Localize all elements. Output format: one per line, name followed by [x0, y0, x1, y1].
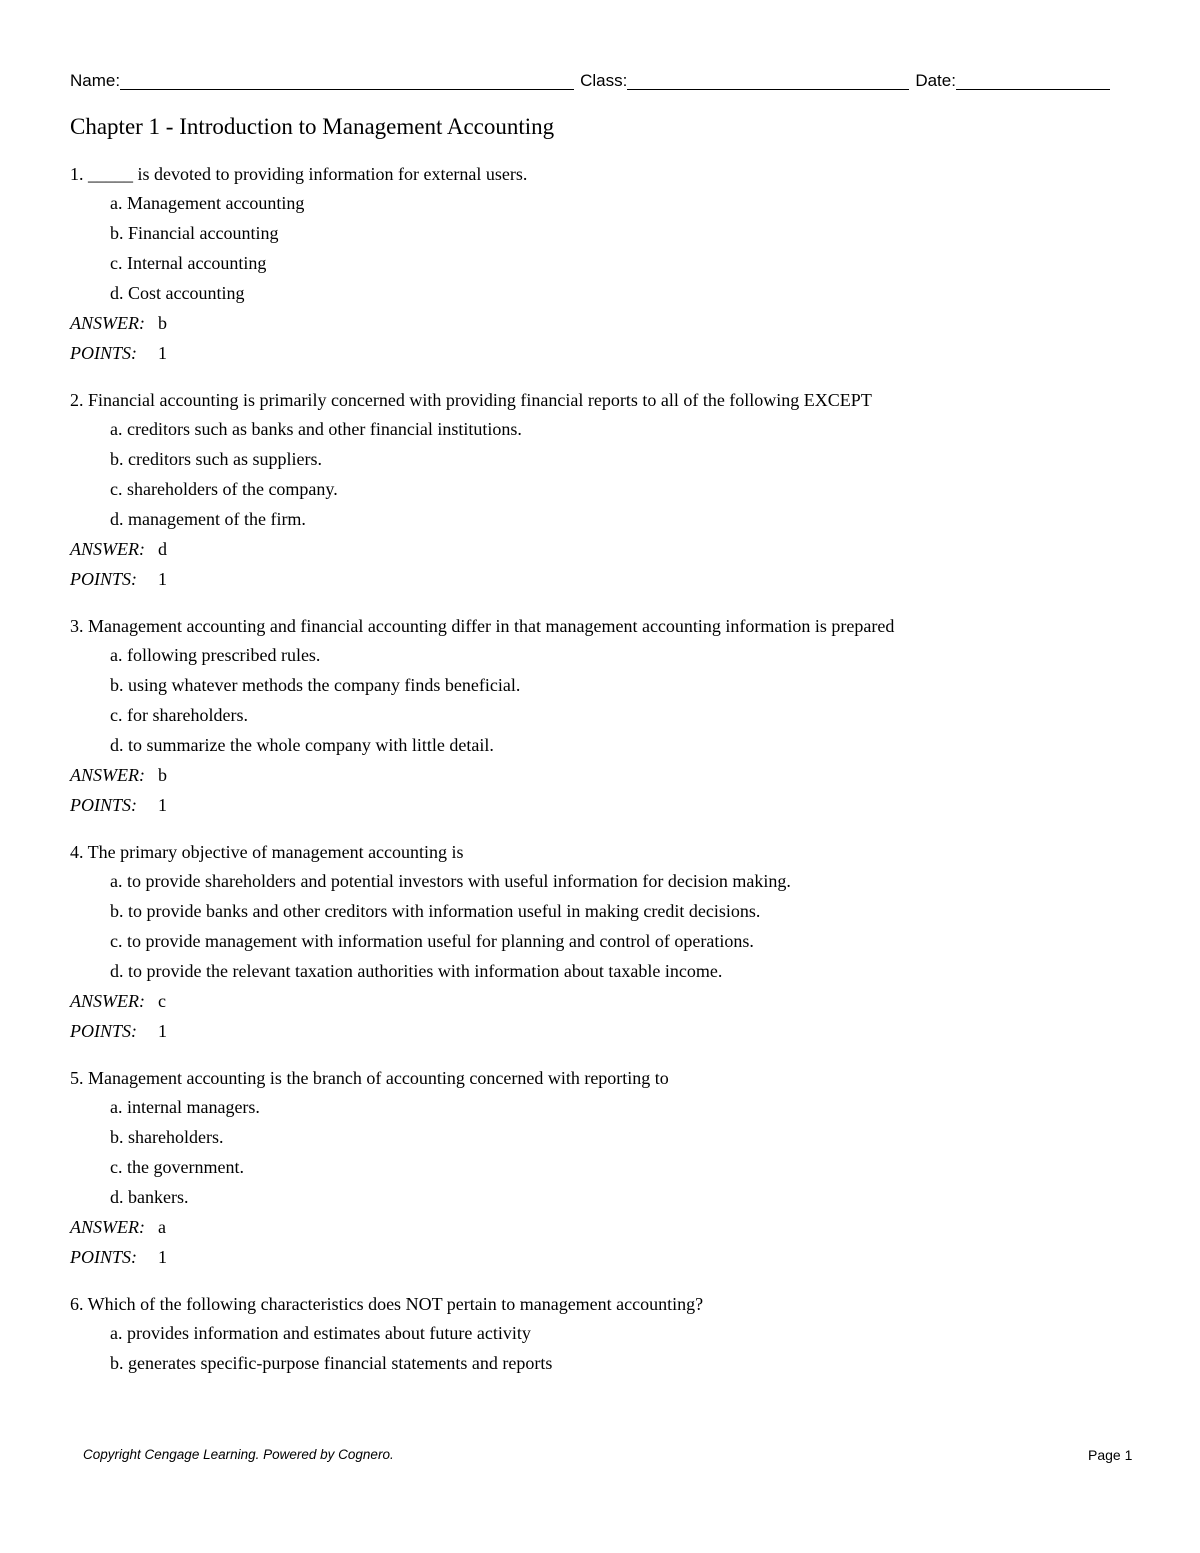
answer-label: ANSWER:: [70, 1217, 145, 1237]
student-info-header: [70, 70, 1132, 91]
answer-value: b: [158, 765, 167, 785]
answer-choice: c. Internal accounting: [110, 253, 267, 273]
answer-label: ANSWER:: [70, 765, 145, 785]
question-3: [70, 612, 1140, 820]
question-stem: 1. _____ is devoted to providing information for external users.: [70, 164, 528, 184]
answer-row: [70, 1212, 1140, 1242]
points-value: 1: [158, 1021, 167, 1041]
answer-value: a: [158, 1217, 166, 1237]
answer-choice: c. for shareholders.: [110, 705, 248, 725]
question-4: [70, 838, 1140, 1046]
answer-choice: d. bankers.: [110, 1187, 189, 1207]
question-stem: 6. Which of the following characteristics does NOT pertain to management accounting?: [70, 1294, 704, 1314]
answer-choice: a. following prescribed rules.: [110, 645, 321, 665]
question-1: [70, 160, 1140, 368]
question-5: [70, 1064, 1140, 1272]
question-2: [70, 386, 1140, 594]
points-value: 1: [158, 1247, 167, 1267]
answer-choice: c. shareholders of the company.: [110, 479, 338, 499]
question-6: [70, 1290, 1140, 1378]
question-stem: 3. Management accounting and financial accounting differ in that management accounting information is prepared: [70, 616, 895, 636]
answer-choice: c. to provide management with information useful for planning and control of operations.: [110, 931, 754, 951]
answer-row: [70, 986, 1140, 1016]
class-label: Class:: [580, 71, 628, 90]
page-title: Chapter 1 - Introduction to Management Accounting: [70, 114, 555, 139]
answer-choice: b. to provide banks and other creditors with information useful in making credit decisions.: [110, 901, 761, 921]
class-field-line[interactable]: [627, 70, 909, 90]
points-row: [70, 790, 1140, 820]
answer-row: [70, 534, 1140, 564]
date-label: Date:: [915, 71, 956, 90]
answer-value: b: [158, 313, 167, 333]
answer-choice: a. Management accounting: [110, 193, 305, 213]
answer-choice: d. Cost accounting: [110, 283, 245, 303]
answer-label: ANSWER:: [70, 991, 145, 1011]
answer-choice: d. to summarize the whole company with little detail.: [110, 735, 494, 755]
points-value: 1: [158, 569, 167, 589]
question-stem: 5. Management accounting is the branch of accounting concerned with reporting to: [70, 1068, 669, 1088]
answer-choice: b. using whatever methods the company finds beneficial.: [110, 675, 521, 695]
answer-choice: d. management of the firm.: [110, 509, 306, 529]
answer-choice: c. the government.: [110, 1157, 244, 1177]
points-label: POINTS:: [70, 569, 137, 589]
points-value: 1: [158, 343, 167, 363]
answer-label: ANSWER:: [70, 539, 145, 559]
answer-choice: b. shareholders.: [110, 1127, 224, 1147]
answer-choice: b. creditors such as suppliers.: [110, 449, 322, 469]
answer-choice: a. provides information and estimates about future activity: [110, 1323, 531, 1343]
question-stem: 2. Financial accounting is primarily concerned with providing financial reports to all of the following EXCEPT: [70, 390, 872, 410]
answer-choice: a. internal managers.: [110, 1097, 260, 1117]
points-row: [70, 1242, 1140, 1272]
points-row: [70, 338, 1140, 368]
answer-value: d: [158, 539, 167, 559]
points-label: POINTS:: [70, 1247, 137, 1267]
points-label: POINTS:: [70, 795, 137, 815]
footer-copyright: Copyright Cengage Learning. Powered by Cognero.: [83, 1447, 394, 1462]
answer-choice: a. to provide shareholders and potential investors with useful information for decision making.: [110, 871, 791, 891]
page-number: Page 1: [1088, 1447, 1133, 1463]
answer-value: c: [158, 991, 166, 1011]
points-row: [70, 1016, 1140, 1046]
answer-choice: b. Financial accounting: [110, 223, 279, 243]
points-label: POINTS:: [70, 1021, 137, 1041]
name-label: Name:: [70, 71, 121, 90]
points-label: POINTS:: [70, 343, 137, 363]
points-row: [70, 564, 1140, 594]
answer-choice: d. to provide the relevant taxation authorities with information about taxable income.: [110, 961, 723, 981]
name-field-line[interactable]: [120, 70, 574, 90]
date-field-line[interactable]: [956, 70, 1110, 90]
answer-row: [70, 760, 1140, 790]
answer-choice: a. creditors such as banks and other financial institutions.: [110, 419, 522, 439]
answer-row: [70, 308, 1140, 338]
question-stem: 4. The primary objective of management accounting is: [70, 842, 464, 862]
answer-label: ANSWER:: [70, 313, 145, 333]
answer-choice: b. generates specific-purpose financial statements and reports: [110, 1353, 553, 1373]
question-list: [70, 160, 1140, 1396]
points-value: 1: [158, 795, 167, 815]
